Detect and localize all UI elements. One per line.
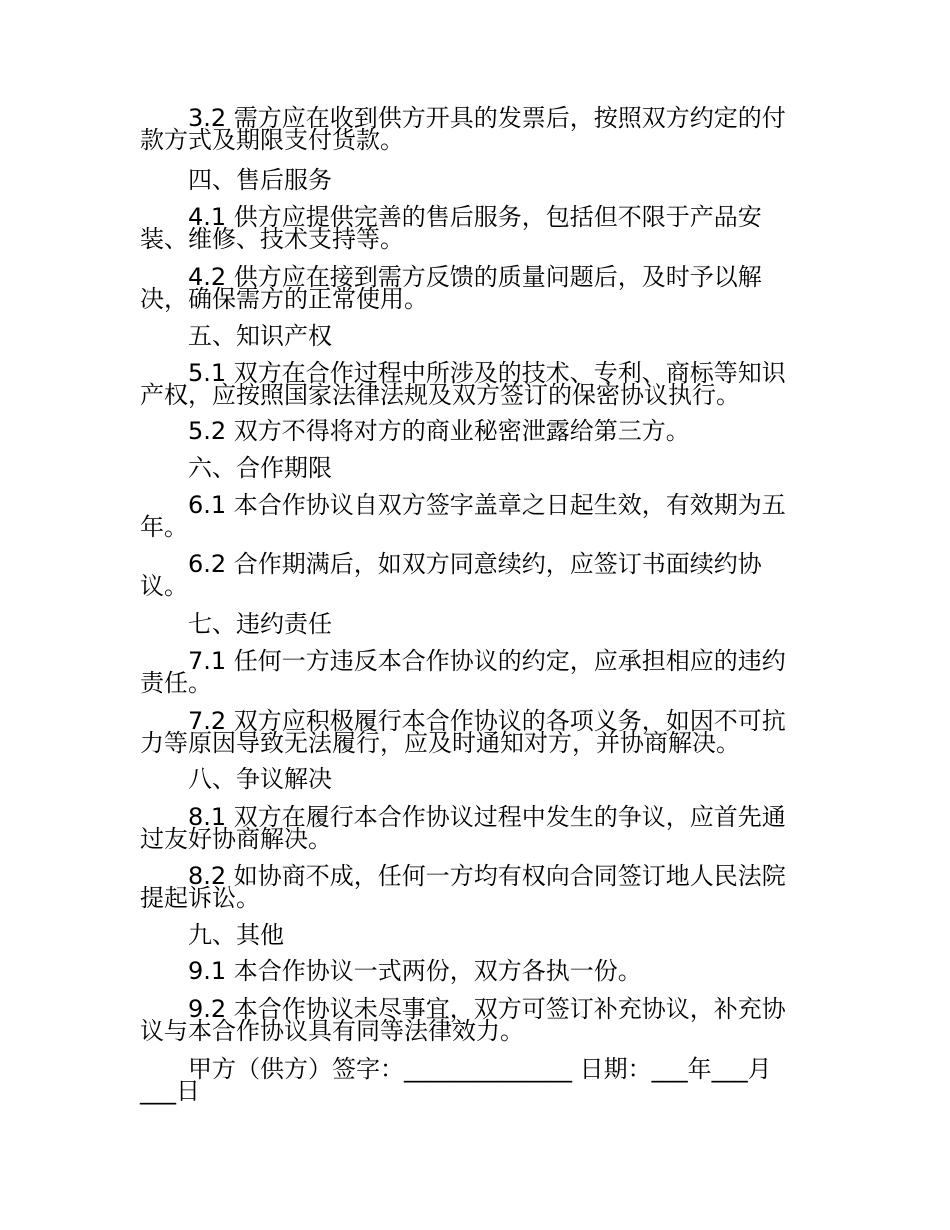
- section-heading-liability: 七、违约责任: [188, 610, 332, 638]
- clause-6-2: 6.2 合作期满后，如双方同意续约，应签订书面续约协议。: [140, 550, 762, 600]
- text-block-6: [140, 359, 805, 409]
- clause-4-2: 4.2 供方应在接到需方反馈的质量问题后，及时予以解决，确保需方的正常使用。: [140, 263, 762, 313]
- signature-line: 甲方（供方）签字：______________ 日期：___年___月___日: [140, 1055, 772, 1105]
- clause-9-1: 9.1 本合作协议一式两份，双方各执一份。: [188, 957, 642, 985]
- clause-4-1: 4.1 供方应提供完善的售后服务，包括但不限于产品安装、维修、技术支持等。: [140, 203, 762, 253]
- section-heading-ip: 五、知识产权: [188, 322, 332, 350]
- clause-8-1: 8.1 双方在履行本合作协议过程中发生的争议，应首先通过友好协商解决。: [140, 803, 786, 853]
- text-block-17: [140, 921, 805, 949]
- clause-5-1: 5.1 双方在合作过程中所涉及的技术、专利、商标等知识产权，应按照国家法律法规及双方签订的保密协议执行。: [140, 359, 786, 409]
- text-block-1: [140, 104, 805, 154]
- text-block-19: [140, 995, 805, 1045]
- section-heading-other: 九、其他: [188, 921, 284, 949]
- text-block-4: [140, 263, 805, 313]
- clause-6-1: 6.1 本合作协议自双方签字盖章之日起生效，有效期为五年。: [140, 491, 786, 541]
- text-block-15: [140, 803, 805, 853]
- clause-5-2: 5.2 双方不得将对方的商业秘密泄露给第三方。: [188, 417, 690, 445]
- clause-7-1: 7.1 任何一方违反本合作协议的约定，应承担相应的违约责任。: [140, 647, 786, 697]
- text-block-18: [140, 957, 805, 985]
- text-block-2: [140, 166, 805, 194]
- section-heading-after-sales: 四、售后服务: [188, 166, 332, 194]
- text-block-20: [140, 1055, 805, 1105]
- text-block-3: [140, 203, 805, 253]
- clause-7-2: 7.2 双方应积极履行本合作协议的各项义务，如因不可抗力等原因导致无法履行，应及时通知对方，并协商解决。: [140, 707, 786, 757]
- text-block-16: [140, 862, 805, 912]
- section-heading-term: 六、合作期限: [188, 454, 332, 482]
- text-block-13: [140, 707, 805, 757]
- clause-3-2: 3.2 需方应在收到供方开具的发票后，按照双方约定的付款方式及期限支付货款。: [140, 104, 786, 154]
- clause-9-2: 9.2 本合作协议未尽事宜，双方可签订补充协议，补充协议与本合作协议具有同等法律效力。: [140, 995, 786, 1045]
- text-block-14: [140, 765, 805, 793]
- text-block-7: [140, 417, 805, 445]
- text-block-5: [140, 322, 805, 350]
- text-block-8: [140, 454, 805, 482]
- text-block-10: [140, 550, 805, 600]
- section-heading-dispute: 八、争议解决: [188, 765, 332, 793]
- text-block-11: [140, 610, 805, 638]
- text-block-9: [140, 491, 805, 541]
- clause-8-2: 8.2 如协商不成，任何一方均有权向合同签订地人民法院提起诉讼。: [140, 862, 786, 912]
- text-block-12: [140, 647, 805, 697]
